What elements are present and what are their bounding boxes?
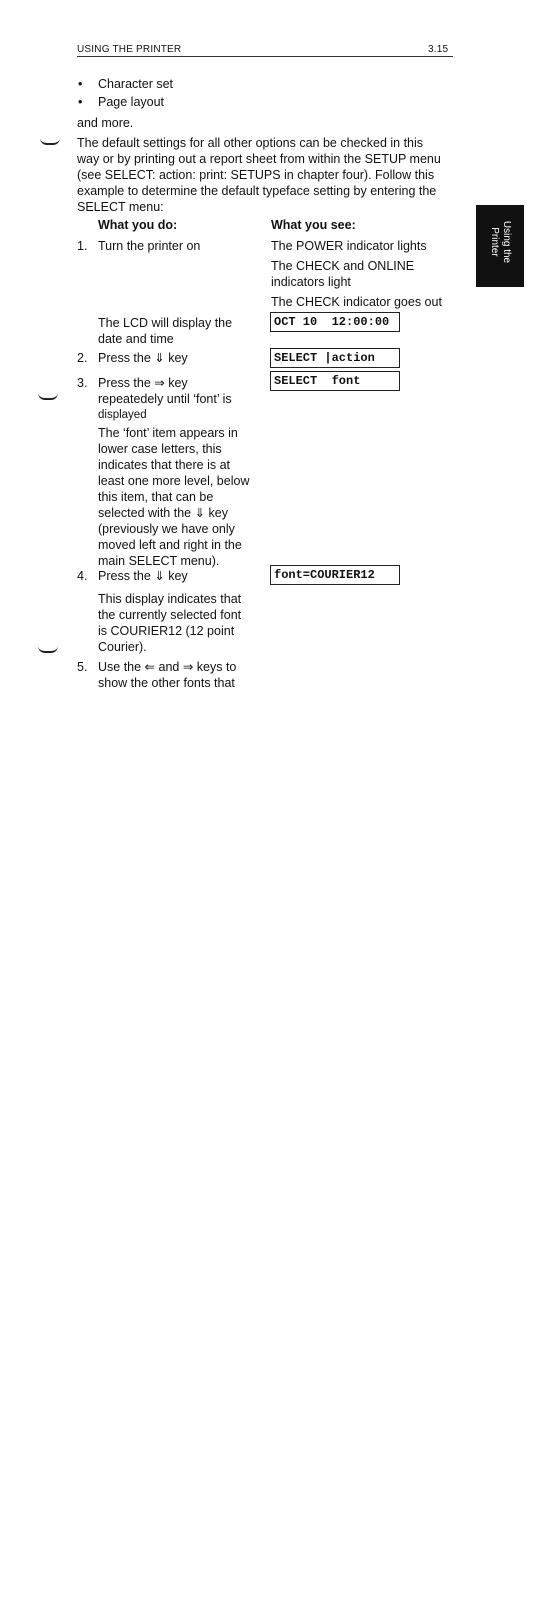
running-header: USING THE PRINTER bbox=[77, 44, 182, 55]
bullet-dot: • bbox=[78, 77, 83, 91]
header-rule bbox=[77, 56, 453, 57]
side-tab-label: Using the Printer bbox=[489, 220, 512, 264]
step-note: The ‘font’ item appears in lower case letters, this indicates that there is at least one more level, below this item, that can be selected with the ⇓ key (previously we have only moved left and right in the main SELECT menu). bbox=[98, 426, 250, 568]
lcd-display: font=COURIER12 bbox=[270, 565, 400, 585]
step-note: The LCD will display the date and time bbox=[98, 316, 233, 346]
and-more-text: and more. bbox=[77, 116, 134, 130]
margin-mark-icon bbox=[38, 393, 58, 398]
bullet-dot: • bbox=[78, 95, 83, 109]
lcd-display: SELECT font bbox=[270, 371, 400, 391]
bullet-item: Page layout bbox=[98, 95, 165, 109]
intro-paragraph: The default settings for all other options can be checked in this way or by printing out a report sheet from within the SETUP menu (see SELECT: action: print: SETUPS in chapter four). Follow this example to determine the default typeface setting by entering the SELECT menu: bbox=[77, 136, 441, 214]
step-number: 1. bbox=[77, 239, 88, 253]
bullet-item: Character set bbox=[98, 77, 174, 91]
step-action: Press the ⇓ key bbox=[98, 569, 188, 583]
lcd-display: SELECT |action bbox=[270, 348, 400, 368]
step-action: Turn the printer on bbox=[98, 239, 201, 253]
what-you-do-heading: What you do: bbox=[98, 218, 178, 232]
step-number: 2. bbox=[77, 351, 88, 365]
step-result: The CHECK indicator goes out bbox=[271, 295, 442, 309]
step-action: Use the ⇐ and ⇒ keys to show the other fonts that bbox=[98, 660, 237, 690]
lcd-display: OCT 10 12:00:00 bbox=[270, 312, 400, 332]
margin-mark-icon bbox=[38, 646, 58, 651]
step-result: The CHECK and ONLINE indicators light bbox=[271, 259, 415, 289]
what-you-see-heading: What you see: bbox=[271, 218, 356, 232]
step-number: 4. bbox=[77, 569, 88, 583]
side-tab bbox=[476, 205, 524, 287]
step-number: 5. bbox=[77, 660, 88, 674]
step-number: 3. bbox=[77, 376, 88, 390]
step-result: The POWER indicator lights bbox=[271, 239, 427, 253]
step-action: Press the ⇓ key bbox=[98, 351, 188, 365]
step-note: This display indicates that the currently selected font is COURIER12 (12 point Courier). bbox=[98, 592, 242, 654]
step-action: Press the ⇒ key repeatedely until ‘font’ is displayed bbox=[98, 376, 232, 421]
margin-mark-icon bbox=[40, 138, 60, 143]
page-number: 3.15 bbox=[428, 44, 449, 55]
